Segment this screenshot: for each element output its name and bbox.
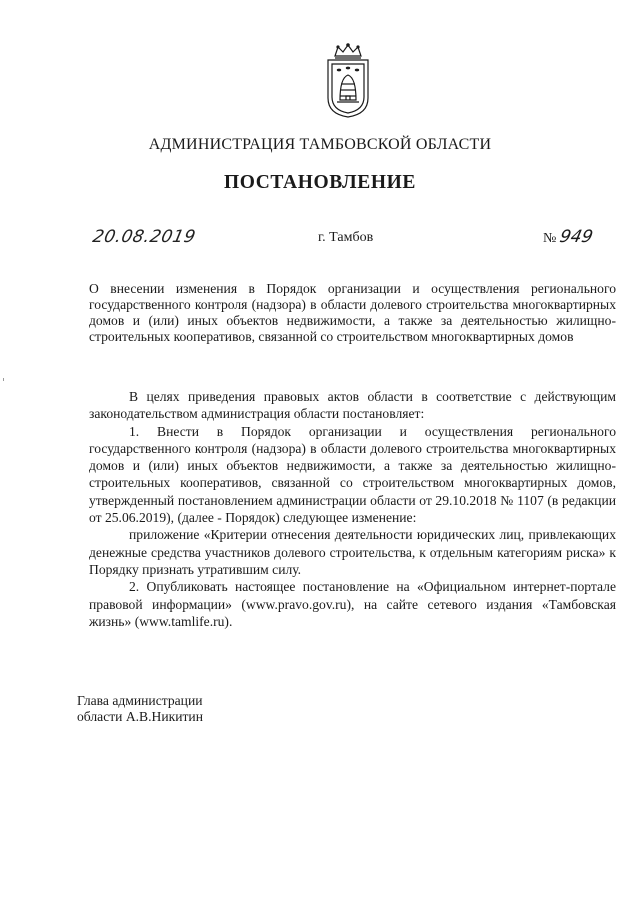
body-paragraph: приложение «Критерии отнесения деятельности юридических лиц, привлекающих денежные средства участников долевого строительства, к отдельным категориям риска» к Порядку признать утратившим силу. bbox=[89, 527, 616, 577]
document-date: 20.08.2019 bbox=[90, 227, 198, 247]
body-paragraph: 2. Опубликовать настоящее постановление на «Официальном интернет-портале правовой информации» (www.pravo.gov.ru), на сайте сетевого издания «Тамбовская жизнь» (www.tamlife.ru). bbox=[89, 579, 616, 629]
coat-of-arms-icon bbox=[322, 42, 374, 118]
document-meta-row bbox=[0, 227, 640, 252]
signature-title: Глава администрации bbox=[77, 693, 203, 708]
signature-block bbox=[77, 693, 203, 725]
scan-mark bbox=[3, 378, 4, 381]
signature-name: области А.В.Никитин bbox=[77, 709, 203, 724]
document-body bbox=[89, 388, 616, 630]
document-number bbox=[543, 227, 593, 247]
number-label: № bbox=[543, 231, 557, 246]
document-type-title: ПОСТАНОВЛЕНИЕ bbox=[223, 172, 417, 193]
number-value: 949 bbox=[558, 227, 595, 247]
body-paragraph: 1. Внести в Порядок организации и осуществления регионального государственного контроля (надзора) в области долевого строительства многоквартирных домов и (или) иных объектов недвижимости, а также за деятельностью жилищно-строительных кооперативов, связанной со строительством многоквартирных домов, утвержденный постановлением администрации области от 29.10.2018 № 1107 (в редакции от 25.06.2019), (далее - Порядок) следующее изменение: bbox=[89, 423, 616, 526]
organization-name: АДМИНИСТРАЦИЯ ТАМБОВСКОЙ ОБЛАСТИ bbox=[148, 136, 492, 153]
document-subject: О внесении изменения в Порядок организации и осуществления регионального государственного контроля (надзора) в области долевого строительства многоквартирных домов и (или) иных объектов недвижимости, а также за деятельностью жилищно-строительных кооперативов, связанной со строительством многоквартирных домов bbox=[89, 281, 616, 344]
body-paragraph: В целях приведения правовых актов области в соответствие с действующим законодательством администрация области постановляет: bbox=[89, 389, 616, 422]
document-city: г. Тамбов bbox=[318, 230, 374, 245]
